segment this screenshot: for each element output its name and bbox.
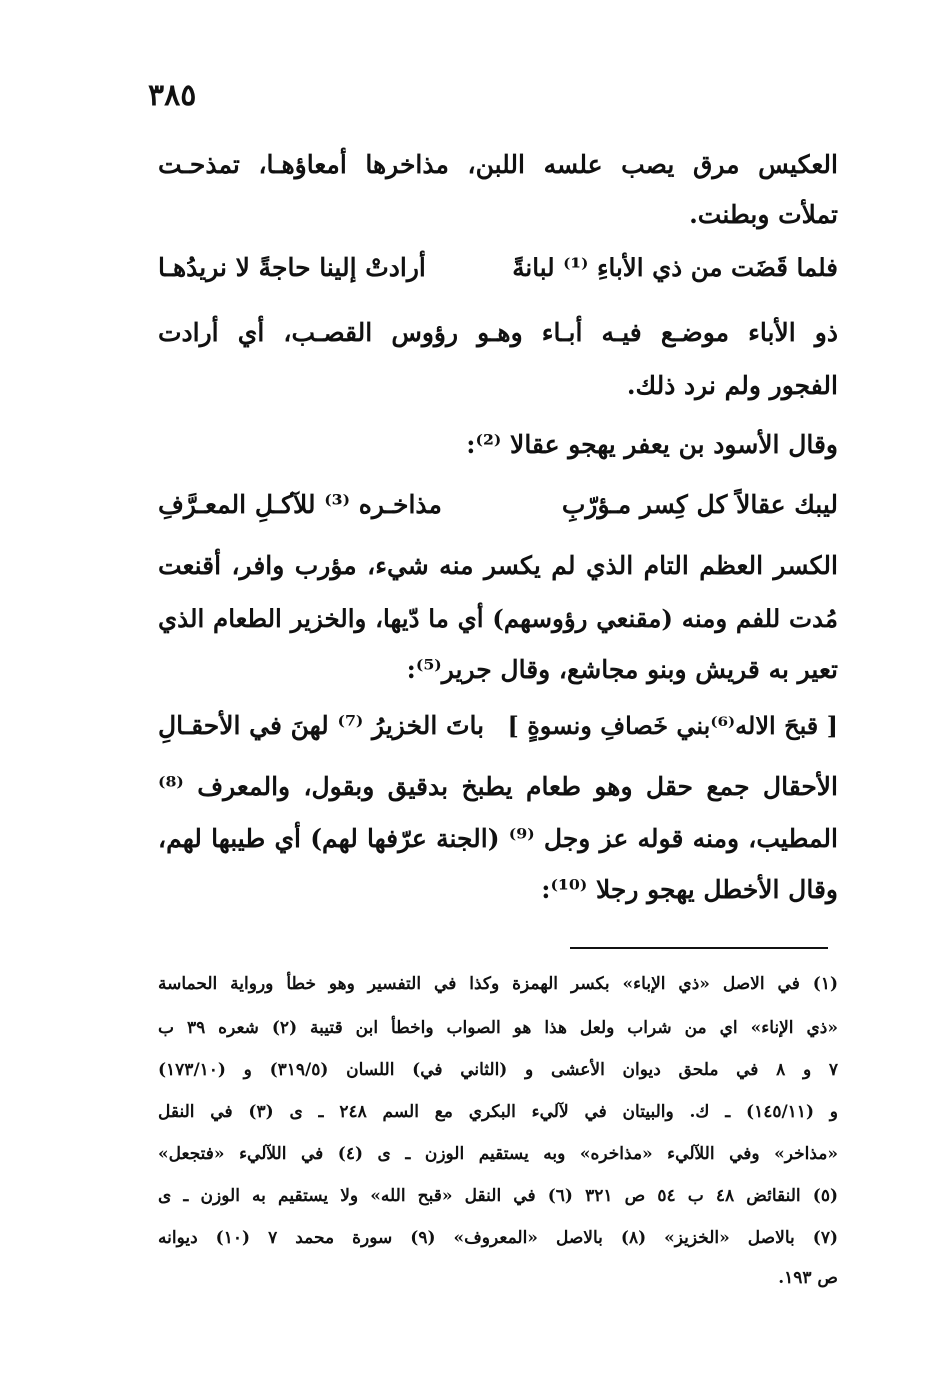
page-number: ٣٨٥ <box>148 78 197 113</box>
verse-line <box>158 711 838 751</box>
footnote-line: (١) في الاصل «ذي الإباء» بكسر الهمزة وكذا في التفسير وهو خطأ ورواية الحماسة <box>158 974 838 994</box>
footnote-line: ٧ و ٨ في ملحق ديوان الأعشى و (الثاني في) اللسان (٣١٩/٥) و (١٧٣/١٠) <box>158 1060 839 1080</box>
text-line: وقال الأسود بن يعفر يهجو عقالا ⁽²⁾: <box>466 430 838 459</box>
footnote-line: (٥) النقائض ٤٨ ب ٥٤ ص ٣٢١ (٦) في النقل «قبح الله» ولا يستقيم به الوزن ـ ى <box>158 1186 838 1206</box>
text-line: المطيب، ومنه قوله عز وجل ⁽⁹⁾ (الجنة عرّفها لهم) أي طيبها لهم، <box>158 824 838 853</box>
verse-second-hemistich: مذاخـره ⁽³⁾ للآكـلِ المعـرَّفِ <box>158 490 442 519</box>
text-line: العكيس مرق يصب علسه اللبن، مذاخرها أمعاؤهـا، تمذحـت <box>158 150 838 179</box>
text-line: مُدت للفم ومنه (مقنعي رؤوسهم) أي ما دّيها، والخزير الطعام الذي <box>158 604 838 633</box>
footnote-separator <box>570 947 828 949</box>
text-line: تعير به قريش وبنو مجاشع، وقال جرير⁽⁵⁾: <box>406 655 838 684</box>
verse-first-hemistich: [ قبحَ الاله⁽⁶⁾بني خَصافِ ونسوةٍ ] <box>507 711 838 740</box>
text-line: وقال الأخطل يهجو رجلا ⁽¹⁰⁾: <box>541 875 838 904</box>
footnote-line: و (١٤٥/١١) ـ ك. والبيتان في لآليء البكري مع السم ٢٤٨ ـ ى (٣) في النقل <box>158 1102 839 1122</box>
text-line: تملأت وبطنت. <box>689 200 838 229</box>
footnote-line: «ذي الإناء» اي من شراب ولعل هذا هو الصواب واخطأ ابن قتيبة (٢) شعره ٣٩ ب <box>158 1018 838 1038</box>
footnote-line: ص ١٩٣. <box>778 1268 838 1288</box>
text-line: الفجور ولم نرد ذلك. <box>626 371 838 400</box>
footnote-line: (٧) بالاصل «الخزيز» (٨) بالاصل «المعروف» (٩) سورة محمد ٧ (١٠) ديوانه <box>158 1228 838 1248</box>
verse-first-hemistich: فلما قَضَت من ذي الأباءِ ⁽¹⁾ لبانةً <box>512 253 838 282</box>
verse-second-hemistich: باتَ الخزيرُ ⁽⁷⁾ لهنَ في الأحقـالِ <box>158 711 485 740</box>
verse-second-hemistich: أرادتْ إلينا حاجةً لا نريدُهـا <box>158 253 426 282</box>
verse-first-hemistich: ليبك عقالاً كل كِسر مـؤرّبِ <box>561 490 838 519</box>
text-line: الكسر العظم التام الذي لم يكسر منه شيء، مؤرب وافر، أقنعت <box>158 551 838 580</box>
text-line: الأحقال جمع حقل وهو طعام يطبخ بدقيق وبقول، والمعرف ⁽⁸⁾ <box>158 772 838 801</box>
footnote-line: «مذاخر» وفي اللآليء «مذاخره» وبه يستقيم الوزن ـ ى (٤) في اللآليء «فتجعل» <box>158 1144 838 1164</box>
verse-line <box>158 490 838 530</box>
text-line: ذو الأباء موضـع فيـه أبـاء وهـو رؤوس القصـب، أي أرادت <box>158 318 838 347</box>
verse-line <box>158 253 838 293</box>
